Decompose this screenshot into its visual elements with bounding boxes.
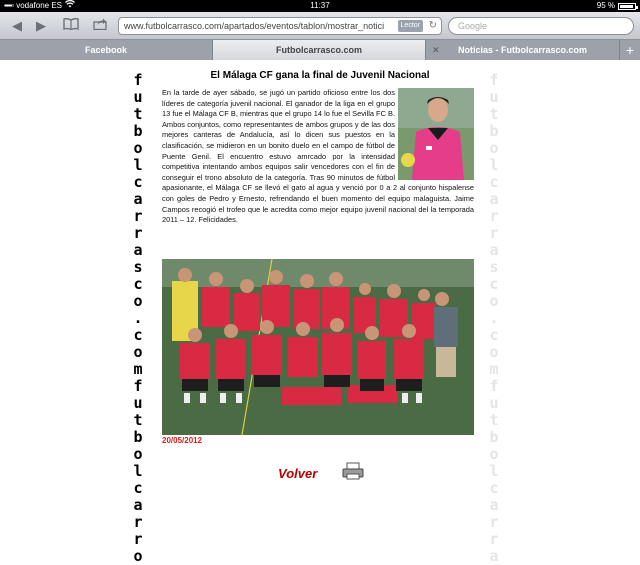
carrier-label: vodafone ES — [16, 1, 62, 10]
article-text: En la tarde de ayer sábado, se jugó un partido oficioso entre los dos líderes de categoría juvenil nacional. El ganador de la liga en el grupo 13 fue el Málaga CF B, mientras que el grupo 14 lo fue el Sevilla FC B. Ambos conjuntos, como representantes de ambos grupos y de las dos mejores canteras de Andalucía, así lo dicen sus puestos en la clasificación, se midieron en un bonito duelo en el campo de fútbol de Puente Genil. El encuentro estuvo amrcado por la intensidad competitiva intentando ambos equipos salir vencedores con el fin de conseguir el trono absoluto de la categoría. Tras 90 minutos de fútbol apasionante, el Málaga CF se llevó el gato al agua y venció por 0 a 2 al conjunto hispalense con goles de Pedro y Ernesto, refrendando el buen momento del equipo malaguista. Jaime Campos recogió el trofeo que le acredita como mejor equipo juvenil nacional del la temporada 2011 – 12. Felicidades. — [162, 88, 474, 225]
watermark-letter: r — [489, 513, 499, 531]
tab-label: Noticias - Futbolcarrasco.com — [457, 45, 588, 55]
watermark-letter: r — [133, 207, 143, 225]
tab-label: Futbolcarrasco.com — [275, 45, 363, 55]
watermark-letter: u — [489, 88, 499, 106]
watermark-letter: r — [133, 224, 143, 242]
watermark-letter: c — [133, 173, 143, 191]
watermark-letter: s — [133, 258, 143, 276]
clock: 11:37 — [310, 1, 330, 10]
sidebar-watermark-left — [130, 72, 146, 565]
watermark-letter: . — [133, 309, 143, 327]
article-date: 20/05/2012 — [162, 436, 203, 445]
watermark-letter: o — [133, 292, 143, 310]
team-photo — [162, 259, 474, 435]
watermark-letter: m — [133, 360, 143, 378]
watermark-letter: c — [489, 326, 499, 344]
watermark-letter: a — [133, 241, 143, 259]
watermark-letter: t — [133, 105, 143, 123]
watermark-letter: a — [489, 190, 499, 208]
watermark-letter: m — [489, 360, 499, 378]
watermark-letter: l — [133, 462, 143, 480]
watermark-letter: o — [489, 139, 499, 157]
watermark-letter: f — [133, 71, 143, 89]
watermark-letter: o — [489, 445, 499, 463]
watermark-letter: a — [489, 241, 499, 259]
article-title: El Málaga CF gana la final de Juvenil Nacional — [210, 70, 430, 81]
watermark-letter: u — [133, 88, 143, 106]
watermark-letter: c — [133, 479, 143, 497]
signal-icon: ▪▪▪▪▫ — [4, 1, 14, 10]
watermark-letter: l — [489, 462, 499, 480]
watermark-letter: l — [133, 156, 143, 174]
tab-label: Facebook — [84, 45, 127, 55]
watermark-letter: b — [133, 122, 143, 140]
printer-icon[interactable] — [342, 462, 364, 485]
watermark-letter: a — [489, 496, 499, 514]
forward-icon[interactable]: ▶ — [36, 18, 46, 33]
reload-icon[interactable]: ↻ — [428, 20, 437, 31]
watermark-letter: a — [133, 190, 143, 208]
watermark-letter: l — [489, 156, 499, 174]
search-placeholder: Google — [458, 21, 488, 31]
watermark-letter: r — [489, 530, 499, 548]
volver-link[interactable]: Volver — [278, 466, 318, 481]
player-photo — [398, 88, 474, 180]
watermark-letter: t — [489, 411, 499, 429]
watermark-letter: o — [133, 547, 143, 565]
watermark-letter: r — [133, 530, 143, 548]
watermark-letter: t — [133, 411, 143, 429]
watermark-letter: b — [489, 428, 499, 446]
article-body — [162, 88, 474, 226]
watermark-letter: f — [133, 377, 143, 395]
new-tab-button[interactable]: + — [625, 42, 635, 58]
watermark-letter: c — [489, 479, 499, 497]
watermark-letter: f — [489, 377, 499, 395]
watermark-letter: r — [489, 207, 499, 225]
sidebar-watermark-right — [486, 72, 502, 565]
watermark-letter: s — [489, 258, 499, 276]
watermark-letter: f — [489, 71, 499, 89]
back-icon[interactable]: ◀ — [12, 18, 22, 33]
watermark-letter: b — [489, 122, 499, 140]
watermark-letter: a — [133, 496, 143, 514]
url-text: www.futbolcarrasco.com/apartados/eventos/tablon/mostrar_notici — [124, 21, 385, 31]
battery-percent: 95 % — [596, 1, 615, 10]
reader-button[interactable]: Lector — [398, 20, 423, 32]
close-icon[interactable]: ✕ — [432, 45, 440, 55]
watermark-letter: r — [489, 224, 499, 242]
watermark-letter: c — [133, 326, 143, 344]
watermark-letter: a — [489, 547, 499, 565]
watermark-letter: b — [133, 428, 143, 446]
watermark-letter: o — [489, 292, 499, 310]
watermark-letter: o — [133, 139, 143, 157]
watermark-letter: o — [133, 343, 143, 361]
watermark-letter: o — [133, 445, 143, 463]
watermark-letter: c — [489, 173, 499, 191]
watermark-letter: u — [489, 394, 499, 412]
watermark-letter: c — [489, 275, 499, 293]
watermark-letter: u — [133, 394, 143, 412]
watermark-letter: c — [133, 275, 143, 293]
watermark-letter: . — [489, 309, 499, 327]
watermark-letter: t — [489, 105, 499, 123]
watermark-letter: r — [133, 513, 143, 531]
watermark-letter: o — [489, 343, 499, 361]
